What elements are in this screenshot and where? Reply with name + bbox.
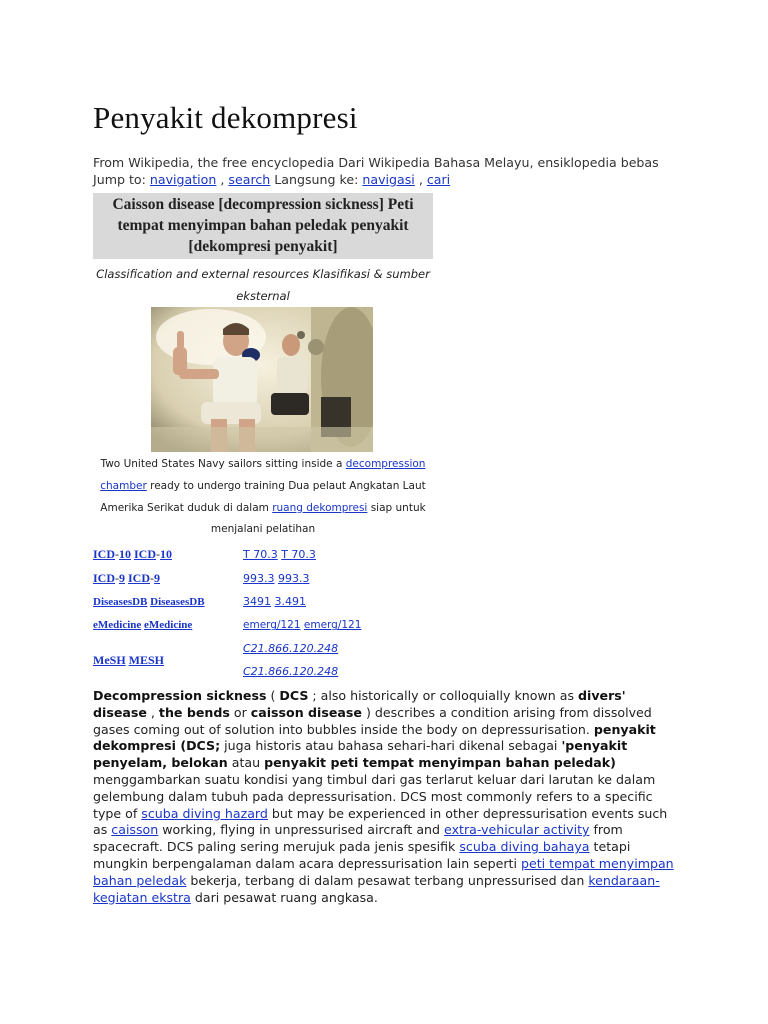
diseasesdb-code-link[interactable]: 3491	[243, 595, 271, 609]
decompression-chamber-link[interactable]: decompression chamber	[100, 458, 426, 492]
scuba-diving-bahaya-link[interactable]: scuba diving bahaya	[459, 839, 590, 855]
icd9-link[interactable]: 9	[154, 570, 161, 585]
icd10-code-link[interactable]: T 70.3	[281, 548, 316, 562]
classification-codes-table	[93, 543, 433, 683]
peti-tempat-link[interactable]: peti tempat menyimpan bahan peledak	[93, 855, 674, 888]
emedicine-link[interactable]: eMedicine	[144, 619, 193, 632]
diseasesdb-code-link[interactable]: 3.491	[274, 595, 306, 609]
scuba-diving-hazard-link[interactable]: scuba diving hazard	[141, 805, 268, 821]
mesh-link[interactable]: MeSH	[93, 652, 126, 667]
icd10-link[interactable]: 10	[119, 547, 132, 562]
mesh-row	[93, 637, 433, 683]
icd10-link[interactable]: 10	[160, 547, 173, 562]
term-penyakit-peti: penyakit peti tempat menyimpan bahan peledak)	[264, 755, 616, 771]
page-subtitle-block	[93, 154, 693, 188]
text-run: but may be experienced in other depressurisation events such as	[93, 805, 668, 838]
emedicine-link[interactable]: eMedicine	[93, 619, 142, 632]
kendaraan-kegiatan-ekstra-link[interactable]: kendaraan-kegiatan ekstra	[93, 872, 660, 905]
icd-link[interactable]: ICD	[93, 570, 116, 585]
text-run: from spacecraft. DCS paling sering merujuk pada jenis spesifik	[93, 822, 623, 855]
caisson-link[interactable]: caisson	[111, 822, 159, 838]
navigation-link[interactable]: navigation	[149, 172, 217, 187]
text-run: atau	[227, 755, 265, 771]
cari-link[interactable]: cari	[426, 172, 451, 187]
extra-vehicular-activity-link[interactable]: extra-vehicular activity	[444, 822, 590, 838]
text-run: tetapi mungkin berpengalaman dalam acara depressurisation lain seperti	[93, 839, 631, 871]
text-run: ; also historically or colloquially known as	[308, 688, 579, 703]
caption-text-after: siap untuk menjalani pelatihan	[210, 501, 426, 536]
text-run: working, flying in unpressurised aircraft and	[158, 822, 445, 838]
mesh-code-link[interactable]: C21.866.120.248	[243, 665, 339, 679]
caption-text-before: Two United States Navy sailors sitting inside a	[100, 458, 343, 470]
text-run: menggambarkan suatu kondisi yang timbul dari gas terlarut keluar dari larutan ke dalam gelembung dalam tubuh pada depressurisation. DCS most commonly refers to a specific type of	[93, 771, 656, 821]
icd9-link[interactable]: 9	[119, 570, 126, 585]
term-penyakit-dekompresi: penyakit dekompresi (DCS;	[93, 721, 656, 754]
jump-links-line	[93, 171, 693, 188]
text-run: dari pesawat ruang angkasa.	[190, 889, 378, 905]
text-run: (	[266, 688, 280, 703]
emedicine-code-link[interactable]: emerg/121	[303, 619, 362, 632]
comma-separator: ,	[220, 172, 225, 187]
decompression-chamber-photo	[151, 307, 373, 452]
search-link[interactable]: search	[228, 172, 271, 187]
icd9-code-link[interactable]: 993.3	[278, 571, 310, 585]
comma-separator: ,	[418, 172, 423, 187]
diseasesdb-row	[93, 590, 433, 614]
icd-link[interactable]: ICD	[93, 547, 116, 562]
icd9-code-link[interactable]: 993.3	[243, 571, 275, 585]
infobox	[93, 193, 433, 683]
infobox-header: Caisson disease [decompression sickness] Peti tempat menyimpan bahan peledak penyakit [dekompresi penyakit]	[93, 193, 433, 259]
term-penyakit-penyelam: 'penyakit penyelam, belokan	[93, 738, 628, 771]
navigasi-link[interactable]: navigasi	[362, 172, 415, 187]
jump-to-label: Jump to:	[93, 172, 146, 187]
icd10-code-link[interactable]: T 70.3	[243, 548, 278, 562]
term-the-bends: the bends	[158, 704, 230, 720]
term-dcs: DCS	[279, 688, 309, 703]
text-run: bekerja, terbang di dalam pesawat terbang unpressurised dan	[186, 872, 589, 888]
langsung-ke-label: Langsung ke:	[274, 172, 359, 187]
term-divers-disease: divers' disease	[93, 688, 626, 720]
text-run: ,	[146, 704, 159, 720]
infobox-image-caption	[93, 454, 433, 541]
text-run: or	[229, 704, 251, 720]
mesh-link[interactable]: MESH	[128, 652, 165, 667]
icd-link[interactable]: ICD	[128, 570, 151, 585]
icd-link[interactable]: ICD	[134, 547, 157, 562]
source-line: From Wikipedia, the free encyclopedia Dari Wikipedia Bahasa Melayu, ensiklopedia bebas	[93, 155, 659, 170]
diseasesdb-link[interactable]: DiseasesDB	[93, 595, 148, 608]
mesh-code-link[interactable]: C21.866.120.248	[243, 642, 339, 656]
text-run: ) describes a condition arising from dissolved gases coming out of solution into bubbles inside the body on depressurisation.	[93, 704, 652, 737]
caption-text-middle: ready to undergo training Dua pelaut Angkatan Laut Amerika Serikat duduk di dalam	[100, 479, 426, 514]
emedicine-row	[93, 614, 433, 638]
term-caisson-disease: caisson disease	[250, 704, 362, 720]
icd9-row: ICD-9 ICD-9 993.3 993.3	[93, 570, 310, 585]
diseasesdb-link[interactable]: DiseasesDB	[150, 595, 205, 608]
article-paragraph	[93, 688, 683, 906]
icd10-row: ICD-10 ICD-10 T 70.3 T 70.3	[93, 547, 316, 562]
infobox-classification: Classification and external resources Klasifikasi & sumber eksternal	[96, 267, 430, 303]
term-decompression-sickness: Decompression sickness	[93, 688, 267, 703]
emedicine-code-link[interactable]: emerg/121	[243, 619, 301, 632]
text-run: juga historis atau bahasa sehari-hari dikenal sebagai	[220, 738, 562, 754]
page-title: Penyakit dekompresi	[93, 100, 358, 135]
ruang-dekompresi-link[interactable]: ruang dekompresi	[272, 501, 368, 514]
